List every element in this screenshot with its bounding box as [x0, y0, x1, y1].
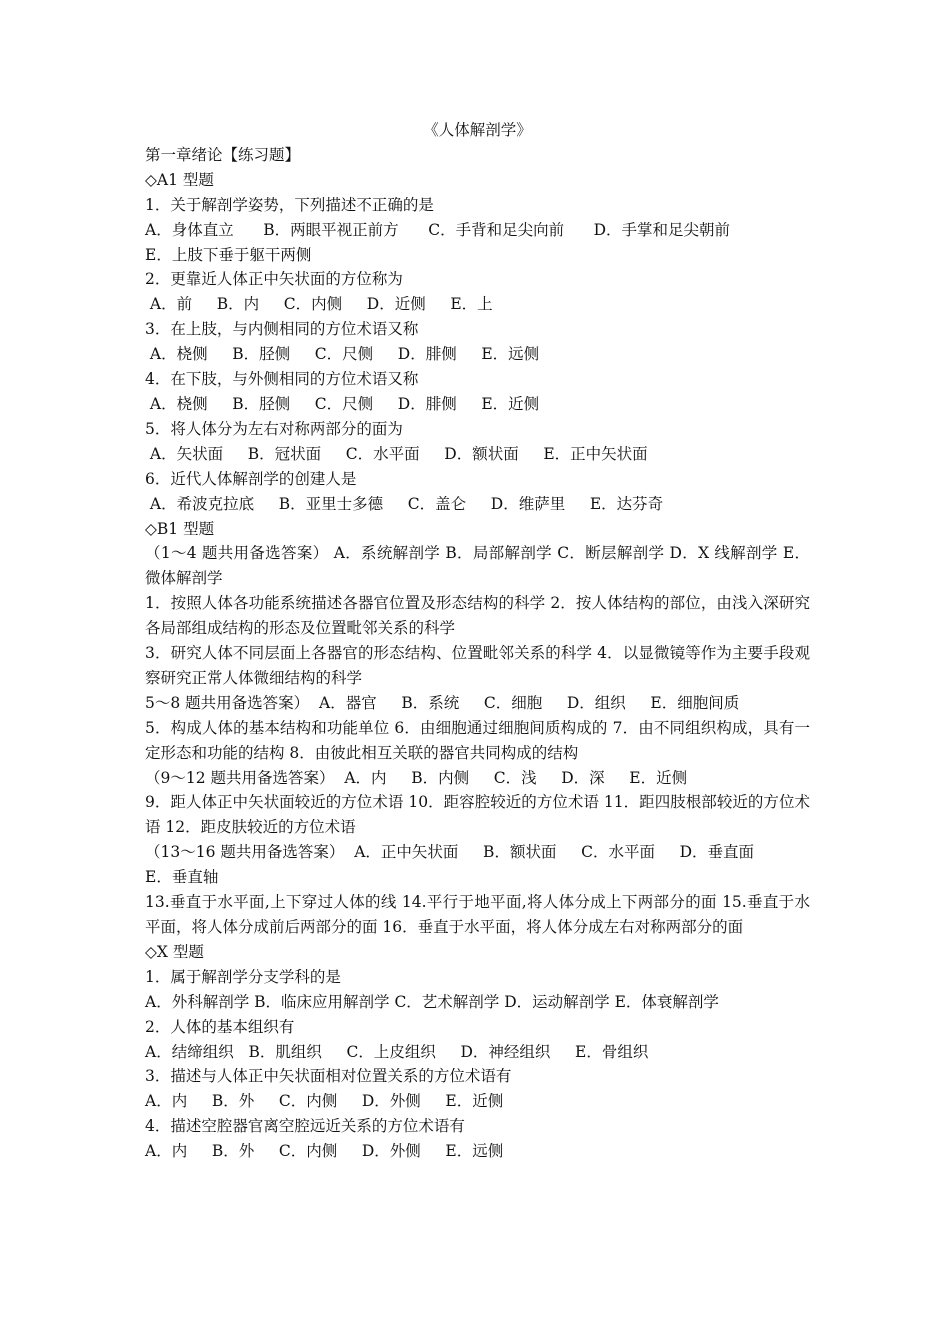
text-line: A．希波克拉底 B．亚里士多德 C．盖仑 D．维萨里 E．达芬奇 [145, 494, 664, 513]
document-body [145, 143, 810, 1164]
text-line: 5～8 题共用备选答案） A．器官 B．系统 C．细胞 D．组织 E．细胞间质 [145, 693, 740, 712]
text-line: 第一章绪论【练习题】 [145, 145, 301, 164]
text-line: （13～16 题共用备选答案） A．正中矢状面 B．额状面 C．水平面 D．垂直面 [145, 843, 755, 862]
text-line: 3．在上肢，与内侧相同的方位术语又称 [145, 320, 419, 339]
text-line: A．内 B．外 C．内侧 D．外侧 E．近侧 [145, 1092, 504, 1111]
document-title: 《人体解剖学》 [423, 121, 532, 139]
text-line: 4．描述空腔器官离空腔远近关系的方位术语有 [145, 1117, 465, 1136]
text-line: A．桡侧 B．胫侧 C．尺侧 D．腓侧 E．近侧 [145, 394, 540, 413]
text-line: 1．属于解剖学分支学科的是 [145, 967, 341, 986]
text-line: ◇X 型题 [145, 942, 204, 961]
text-line: A．矢状面 B．冠状面 C．水平面 D．额状面 E．正中矢状面 [145, 444, 648, 463]
text-line: ◇A1 型题 [145, 170, 214, 189]
text-line: 2．更靠近人体正中矢状面的方位称为 [145, 270, 403, 289]
text-line: 5．构成人体的基本结构和功能单位 6．由细胞通过细胞间质构成的 7．由不同组织构成，具有一定形态和功能的结构 8．由彼此相互关联的器官共同构成的结构 [145, 718, 810, 762]
text-line: A．结缔组织 B．肌组织 C．上皮组织 D．神经组织 E．骨组织 [145, 1042, 649, 1061]
text-line: 1．关于解剖学姿势，下列描述不正确的是 [145, 195, 434, 214]
text-line: 3．研究人体不同层面上各器官的形态结构、位置毗邻关系的科学 4．以显微镜等作为主要手段观察研究正常人体微细结构的科学 [145, 644, 810, 687]
text-line: A．内 B．外 C．内侧 D．外侧 E．远侧 [145, 1142, 504, 1161]
text-line: 13.垂直于水平面,上下穿过人体的线 14.平行于地平面,将人体分成上下两部分的面 15.垂直于水平面，将人体分成前后两部分的面 16．垂直于水平面，将人体分成左右对称两部分的面 [145, 893, 810, 936]
text-line: （9～12 题共用备选答案） A．内 B．内侧 C．浅 D．深 E．近侧 [145, 768, 688, 787]
text-line: （1～4 题共用备选答案） A．系统解剖学 B．局部解剖学 C．断层解剖学 D．X 线解剖学 E．微体解剖学 [145, 544, 810, 588]
text-line: A．前 B．内 C．内侧 D．近侧 E．上 [145, 295, 493, 314]
text-line: 9．距人体正中矢状面较近的方位术语 10．距容腔较近的方位术语 11．距四肢根部较近的方位术语 12．距皮肤较近的方位术语 [145, 793, 810, 837]
text-line: E．垂直轴 [145, 868, 219, 887]
text-line: 6．近代人体解剖学的创建人是 [145, 469, 357, 488]
document-page [145, 118, 810, 1164]
text-line: 2．人体的基本组织有 [145, 1017, 295, 1036]
text-line: A．身体直立 B．两眼平视正前方 C．手背和足尖向前 D．手掌和足尖朝前 [145, 220, 731, 239]
text-line: ◇B1 型题 [145, 519, 215, 538]
text-line: 4．在下肢，与外侧相同的方位术语又称 [145, 370, 419, 389]
text-line: A．外科解剖学 B．临床应用解剖学 C．艺术解剖学 D．运动解剖学 E．体衰解剖学 [145, 992, 719, 1011]
text-line: 1．按照人体各功能系统描述各器官位置及形态结构的科学 2．按人体结构的部位，由浅入深研究各局部组成结构的形态及位置毗邻关系的科学 [145, 594, 810, 638]
text-line: A．桡侧 B．胫侧 C．尺侧 D．腓侧 E．远侧 [145, 345, 540, 364]
text-line: E．上肢下垂于躯干两侧 [145, 245, 312, 264]
text-line: 3．描述与人体正中矢状面相对位置关系的方位术语有 [145, 1067, 512, 1086]
text-line: 5．将人体分为左右对称两部分的面为 [145, 419, 403, 438]
